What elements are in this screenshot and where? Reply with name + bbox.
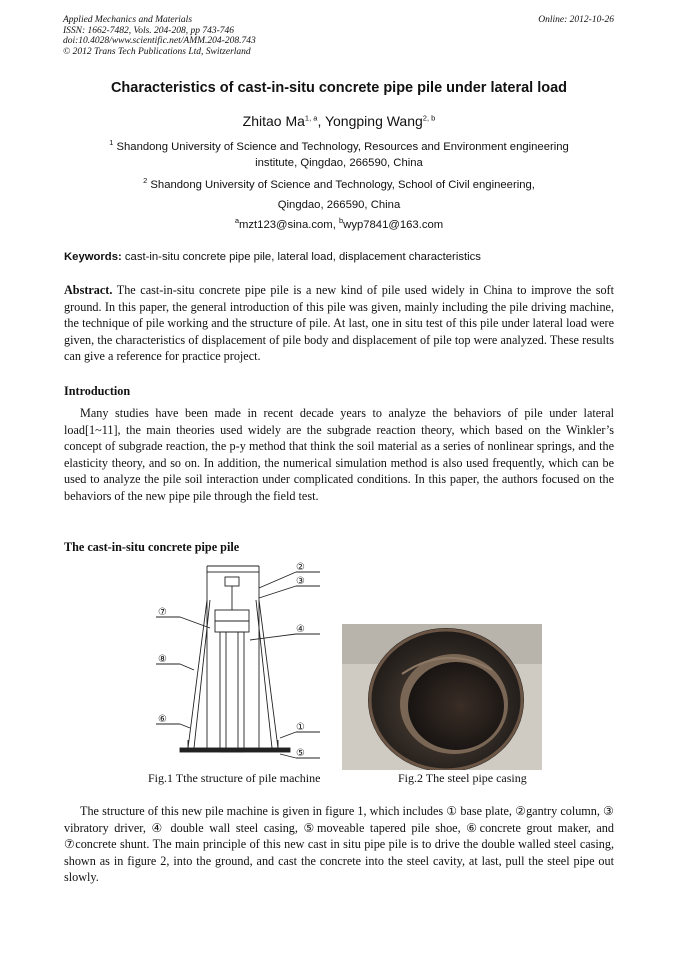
email-b: wyp7841@163.com bbox=[343, 219, 444, 231]
fig1-label-1: ① bbox=[296, 722, 305, 733]
copyright-line: © 2012 Trans Tech Publications Ltd, Switzerland bbox=[63, 46, 251, 57]
fig1-label-7: ⑦ bbox=[158, 607, 167, 618]
affiliation-1 bbox=[70, 139, 608, 171]
section2-text: The structure of this new pile machine is given in figure 1, which includes ① base plate, ②gantry column, ③ vibratory driver, ④ double wall steel casing, ⑤moveable tapered pile shoe, ⑥concrete grout maker, and ⑦concrete shunt. The main principle of this new cast in situ pipe pile is to drive the double walled steel casing, shown as in figure 2, into the ground, and cast the concrete into the steel cavity, at last, pull the steel pipe out slowly. bbox=[64, 804, 614, 885]
author-1: Zhitao Ma bbox=[242, 113, 305, 129]
author-separator: , bbox=[317, 113, 325, 129]
affiliation-2-line2: Qingdao, 266590, China bbox=[277, 199, 401, 211]
fig1-label-2: ② bbox=[296, 562, 305, 573]
doi-line: doi:10.4028/www.scientific.net/AMM.204-208.743 bbox=[63, 36, 256, 46]
figure2-caption: Fig.2 The steel pipe casing bbox=[398, 771, 527, 785]
keywords-label: Keywords: bbox=[64, 251, 122, 263]
paper-title: Characteristics of cast-in-situ concrete pipe pile under lateral load bbox=[110, 80, 568, 96]
author-list bbox=[0, 113, 678, 129]
abstract bbox=[64, 282, 614, 365]
fig1-label-4: ④ bbox=[296, 624, 305, 635]
online-date: Online: 2012-10-26 bbox=[538, 15, 614, 25]
abstract-text: The cast-in-situ concrete pipe pile is a new kind of pile used widely in China to improve the soft ground. In this paper, the general introduction of this pile was given, mainly including the pile driving machine, the technique of pile working and the structure of pile. At last, one in situ test of this pile under lateral load were given, the characteristics of displacement of pile body and displacement of pile top were analyzed. These results can give a reference for practice project. bbox=[64, 283, 614, 364]
fig1-label-8: ⑧ bbox=[158, 654, 167, 665]
affiliation-2-sup: 2 bbox=[143, 176, 148, 186]
fig1-label-6: ⑥ bbox=[158, 714, 167, 725]
introduction-text: Many studies have been made in recent decade years to analyze the behaviors of pile under lateral load[1~11], the main theories used widely are the subgrade reaction theory, which based on the Winkler’s concept of subgrade reaction, the p-y method that think the soil material as a series of nonlinear springs, and the elasticity theory, and so on. In addition, the numerical simulation method is also used frequently, which can be used to analyze the pile soil interaction under complicated conditions. In this paper, the authors focused on the behaviors of the new pipe pile through the field test. bbox=[64, 406, 614, 503]
email-a: mzt123@sina.com, bbox=[238, 219, 339, 231]
introduction-heading: Introduction bbox=[64, 384, 131, 398]
emails bbox=[70, 215, 608, 235]
affiliation-1-line2: institute, Qingdao, 266590, China bbox=[255, 157, 423, 169]
issn-line: ISSN: 1662-7482, Vols. 204-208, pp 743-746 bbox=[63, 25, 234, 36]
email-a-sup: a bbox=[234, 216, 239, 226]
fig1-label-3: ③ bbox=[296, 576, 305, 587]
author-2-sup: 2, b bbox=[422, 113, 436, 123]
keywords bbox=[64, 251, 481, 263]
section2-heading: The cast-in-situ concrete pipe pile bbox=[64, 540, 240, 554]
steel-pipe-casing-photo bbox=[342, 624, 542, 770]
email-b-sup: b bbox=[338, 216, 344, 226]
affiliation-2-line1: Shandong University of Science and Technology, School of Civil engineering, bbox=[150, 179, 535, 191]
affiliation-1-line1: Shandong University of Science and Technology, Resources and Environment engineering bbox=[116, 141, 569, 153]
fig1-label-5: ⑤ bbox=[296, 748, 305, 759]
affiliation-2 bbox=[70, 175, 608, 235]
affiliation-1-sup: 1 bbox=[109, 138, 114, 148]
author-2: Yongping Wang bbox=[324, 113, 423, 129]
figure1-caption: Fig.1 Tthe structure of pile machine bbox=[148, 771, 321, 785]
journal-header bbox=[63, 15, 256, 57]
author-1-sup: 1, a bbox=[304, 113, 318, 123]
journal-name: Applied Mechanics and Materials bbox=[63, 15, 193, 25]
pile-machine-diagram bbox=[150, 560, 330, 770]
keywords-text: cast-in-situ concrete pipe pile, lateral load, displacement characteristics bbox=[121, 251, 481, 263]
abstract-label: Abstract. bbox=[64, 283, 113, 297]
